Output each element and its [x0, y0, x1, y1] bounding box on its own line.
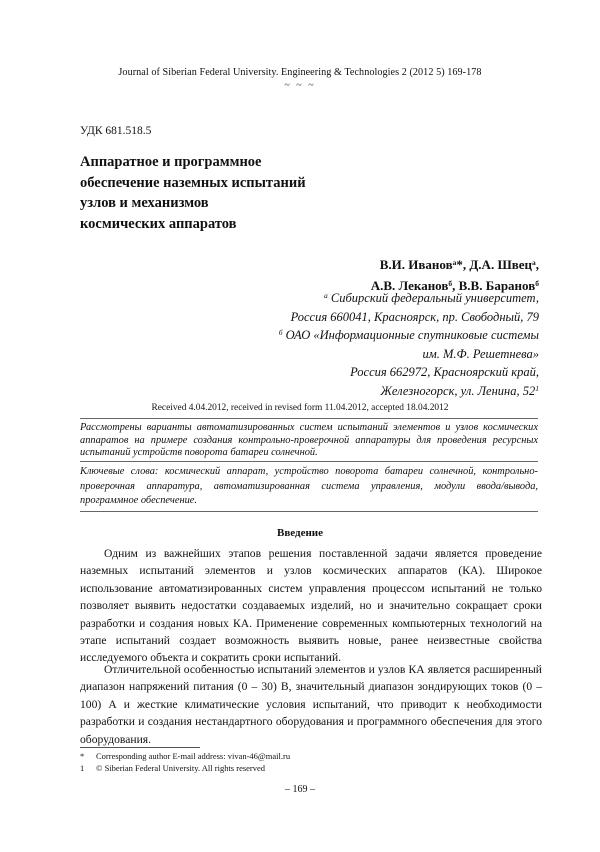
author-name: В.И. Иванов — [379, 257, 453, 272]
affiliation-line: Россия 662972, Красноярский край, — [350, 365, 539, 380]
received-dates: Received 4.04.2012, received in revised form 11.04.2012, accepted 18.04.2012 — [151, 403, 449, 413]
header-ornament: ~ ~ ~ — [284, 80, 316, 91]
footnote-rule — [80, 747, 200, 748]
page-number: – 169 – — [285, 784, 315, 795]
affiliation-line: Железногорск, ул. Ленина, $52^1$ — [380, 383, 539, 398]
author-affiliation-mark: б — [448, 278, 453, 288]
title-line: Аппаратное и программное — [80, 154, 262, 170]
footnote-text: Corresponding author E-mail address: vivan-46@mail.ru — [96, 751, 291, 761]
author-name: В.В. Баранов — [458, 277, 536, 293]
footnote-mark: * — [80, 751, 85, 761]
abstract: Рассмотрены варианты автоматизированных систем испытаний элементов и узлов космических аппаратов на примере создания контрольно-проверочной аппаратуры для проведения ресурсных испытаний устройств поворота батареи солнечной. — [80, 422, 538, 458]
article-title — [80, 152, 306, 235]
title-line: космических аппаратов — [80, 216, 237, 233]
author-name: А.В. Леканов — [370, 277, 449, 293]
affiliation-line: $^б$ ОАО «Информационные спутниковые системы — [278, 328, 539, 343]
footnote-mark: 1 — [535, 383, 539, 393]
author-affiliation-mark: а — [452, 258, 457, 267]
title-line: узлов и механизмов — [80, 195, 209, 212]
affiliation-line: им. М.Ф. Решетнева» — [422, 346, 539, 361]
footnote-mark: 1 — [80, 763, 85, 773]
author-line-2: А.В. Леканов$^б$, В.В. Баранов$^б$ — [370, 277, 539, 293]
footnote-text: © Siberian Federal University. All rights reserved — [96, 763, 266, 773]
paragraph — [80, 661, 542, 748]
affiliation-line: $^а$ Сибирский федеральный университет, — [324, 291, 539, 305]
author-affiliation-mark: б — [535, 278, 539, 288]
affiliation-line: Россия 660041, Красноярск, пр. Свободный, 79 — [290, 309, 539, 324]
footnote — [80, 763, 265, 773]
author-line-1: В.И. Иванов$^а$*, Д.А. Швец$^а$, — [379, 257, 539, 272]
title-line: обеспечение наземных испытаний — [80, 174, 306, 191]
author-name: Д.А. Швец — [469, 257, 532, 272]
paragraph — [80, 545, 542, 667]
corresponding-mark: * — [456, 257, 463, 272]
abstract-top-rule — [80, 418, 538, 419]
affiliation-mark: а — [324, 291, 328, 300]
keywords: Ключевые слова: космический аппарат, устройство поворота батареи солнечной, контрольно-проверочная аппаратура, автоматизированная система управления, модули ввода/вывода, программное обеспечение. — [80, 466, 538, 506]
journal-header: Journal of Siberian Federal University. Engineering & Technologies 2 (2012 5) 169-178 — [118, 67, 482, 78]
udk-code: УДК 681.518.5 — [80, 125, 152, 137]
footnote — [80, 751, 290, 761]
keywords-bottom-rule — [80, 511, 538, 512]
paragraph-text: Отличительной особенностью испытаний элементов и узлов КА является расширенный диапазон напряжений питания (0 – 30) В, значительный диапазон зондирующих токов (0 – 100) А и жесткие климатические условия испытаний, что приводит к необходимости разработки и создания нестандартного оборудования и программного обеспечения для этого оборудования. — [80, 663, 542, 746]
section-heading: Введение — [276, 527, 324, 539]
keywords-top-rule — [80, 461, 538, 462]
author-affiliation-mark: а — [532, 258, 536, 267]
paragraph-text: Одним из важнейших этапов решения поставленной задачи является проведение наземных испытаний элементов и узлов космических аппаратов (КА). Широкое использование автоматизированных систем управления процессом испытаний не только позволяет выявить недостатки создаваемых изделий, но и значительно сокращает сроки разработки и создания новых КА. Применение современных компьютерных технологий на этапе испытаний создает возможность выявить новые, ранее неизвестные свойства исследуемого объекта и сократить сроки испытаний. — [80, 547, 542, 665]
affiliations — [279, 289, 539, 401]
affiliation-mark: б — [278, 328, 283, 338]
